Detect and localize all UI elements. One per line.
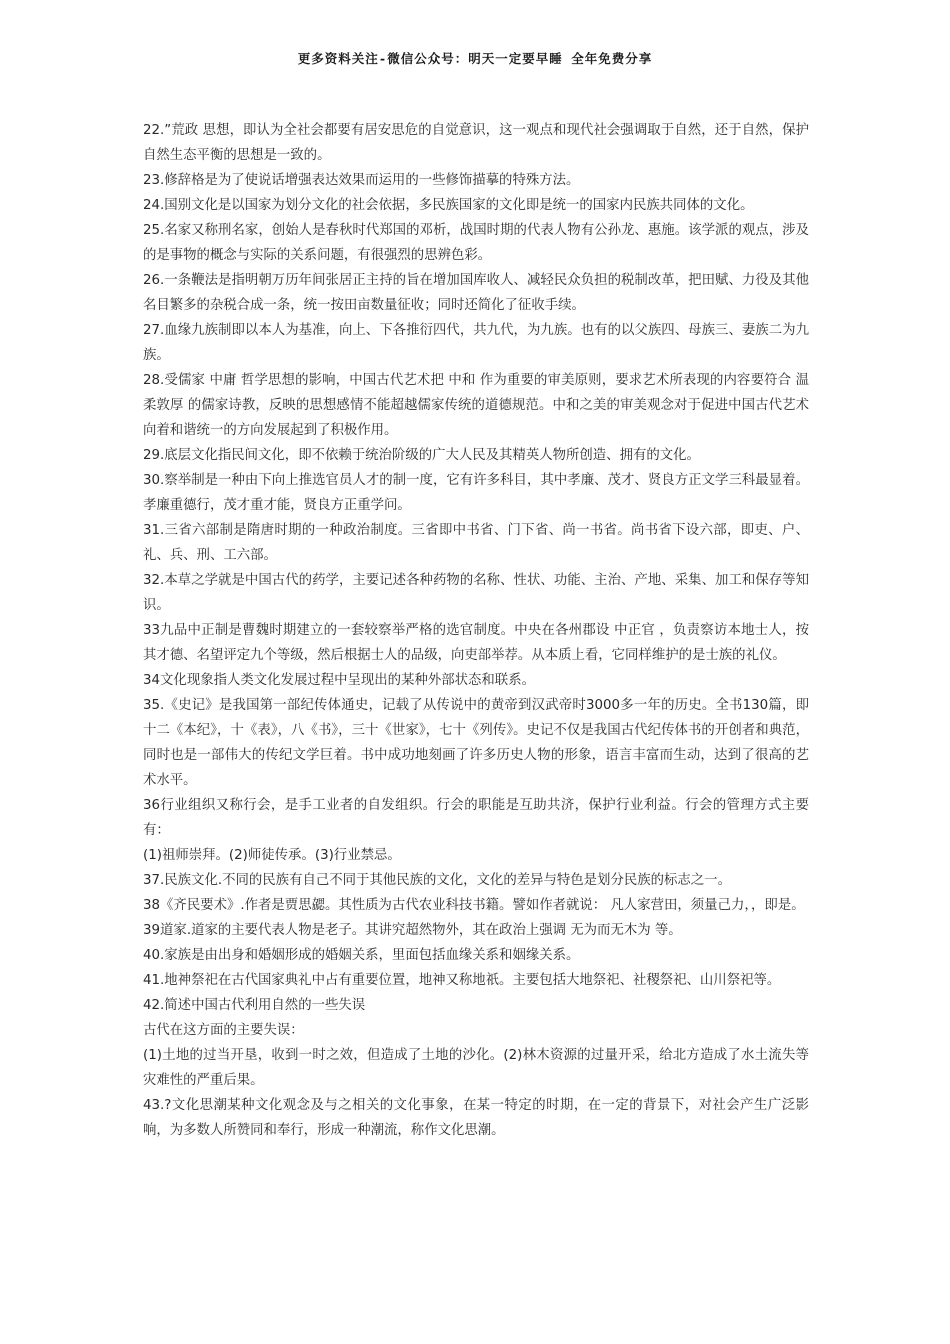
paragraph: 25.名家又称刑名家，创始人是春秋时代郑国的邓析，战国时期的代表人物有公孙龙、惠施。该学派的观点，涉及的是事物的概念与实际的关系问题，有很强烈的思辨色彩。 xyxy=(143,223,809,263)
paragraph: (1)土地的过当开垦，收到一时之效，但造成了土地的沙化。(2)林木资源的过量开采，给北方造成了水土流失等灾难性的严重后果。 xyxy=(143,1048,809,1088)
paragraph: 32.本草之学就是中国古代的药学，主要记述各种药物的名称、性状、功能、主治、产地、采集、加工和保存等知识。 xyxy=(143,573,809,613)
paragraph: 37.民族文化.不同的民族有自己不同于其他民族的文化，文化的差异与特色是划分民族的标志之一。 xyxy=(143,873,731,888)
paragraph: 22.”荒政 思想，即认为全社会都要有居安思危的自觉意识，这一观点和现代社会强调取于自然，还于自然，保护自然生态平衡的思想是一致的。 xyxy=(143,123,809,163)
paragraph: 43.?文化思潮某种文化观念及与之相关的文化事象，在某一特定的时期，在一定的背景下，对社会产生广泛影响，为多数人所赞同和奉行，形成一种潮流，称作文化思潮。 xyxy=(143,1098,809,1138)
paragraph: 36行业组织又称行会，是手工业者的自发组织。行会的职能是互助共济，保护行业利益。行会的管理方式主要有： xyxy=(143,798,809,838)
paragraph: (1)祖师崇拜。(2)师徒传承。(3)行业禁忌。 xyxy=(143,848,401,863)
paragraph: 24.国别文化是以国家为划分文化的社会依据，多民族国家的文化即是统一的国家内民族共同体的文化。 xyxy=(143,198,754,213)
paragraph: 29.底层文化指民间文化，即不依赖于统治阶级的广大人民及其精英人物所创造、拥有的文化。 xyxy=(143,448,700,463)
paragraph: 古代在这方面的主要失误： xyxy=(143,1023,304,1038)
paragraph: 34文化现象指人类文化发展过程中呈现出的某种外部状态和联系。 xyxy=(143,673,535,688)
paragraph: 33九品中正制是曹魏时期建立的一套较察举严格的选官制度。中央在各州郡设 中正官 ，负责察访本地士人，按其才德、名望评定九个等级，然后根据士人的品级，向吏部举荐。从本质上看，它同样维护的是士族的礼仪。 xyxy=(143,623,809,663)
page-header: 更多资料关注-微信公众号：明天一定要早睡 全年免费分享 xyxy=(297,51,653,66)
paragraph: 35.《史记》是我国第一部纪传体通史，记载了从传说中的黄帝到汉武帝时3000多一年的历史。全书130篇，即十二《本纪》，十《表》，八《书》，三十《世家》，七十《列传》。史记不仅是我国古代纪传体书的开创者和典范，同时也是一部伟大的传纪文学巨着。书中成功地刻画了许多历史人物的形象，语言丰富而生动，达到了很高的艺术水平。 xyxy=(143,698,809,788)
paragraph: 31.三省六部制是隋唐时期的一种政治制度。三省即中书省、门下省、尚一书省。尚书省下设六部，即吏、户、礼、兵、刑、工六部。 xyxy=(143,523,809,563)
paragraph: 27.血缘九族制即以本人为基准，向上、下各推衍四代，共九代，为九族。也有的以父族四、母族三、妻族二为九族。 xyxy=(143,323,809,363)
paragraph: 39道家.道家的主要代表人物是老子。其讲究超然物外，其在政治上强调 无为而无木为 等。 xyxy=(143,923,682,938)
paragraph: 26.一条鞭法是指明朝万历年间张居正主持的旨在增加国库收人、减轻民众负担的税制改革，把田赋、力役及其他名目繁多的杂税合成一条，统一按田亩数量征收；同时还简化了征收手续。 xyxy=(143,273,809,313)
paragraph: 28.受儒家 中庸 哲学思想的影响，中国古代艺术把 中和 作为重要的审美原则，要求艺术所表现的内容要符合 温柔敦厚 的儒家诗教，反映的思想感情不能超越儒家传统的道德规范。中和之美的审美观念对于促进中国古代艺术向着和谐统一的方向发展起到了积极作用。 xyxy=(143,373,809,438)
paragraph: 23.修辞格是为了使说话增强表达效果而运用的一些修饰描摹的特殊方法。 xyxy=(143,173,580,188)
paragraph: 41.地神祭祀在古代国家典礼中占有重要位置，地神又称地祇。主要包括大地祭祀、社稷祭祀、山川祭祀等。 xyxy=(143,973,781,988)
document-body xyxy=(143,118,809,1143)
paragraph: 40.家族是由出身和婚姻形成的婚姻关系，里面包括血缘关系和姻缘关系。 xyxy=(143,948,580,963)
paragraph: 30.察举制是一种由下向上推选官员人才的制一度，它有许多科目，其中孝廉、茂才、贤良方正文学三科最显着。孝廉重德行，茂才重才能，贤良方正重学问。 xyxy=(143,473,809,513)
paragraph: 42.简述中国古代利用自然的一些失误 xyxy=(143,998,366,1013)
paragraph: 38《齐民要术》.作者是贾思勰。其性质为古代农业科技书籍。譬如作者就说： 凡人家营田，须量己力，，即是。 xyxy=(143,898,805,913)
